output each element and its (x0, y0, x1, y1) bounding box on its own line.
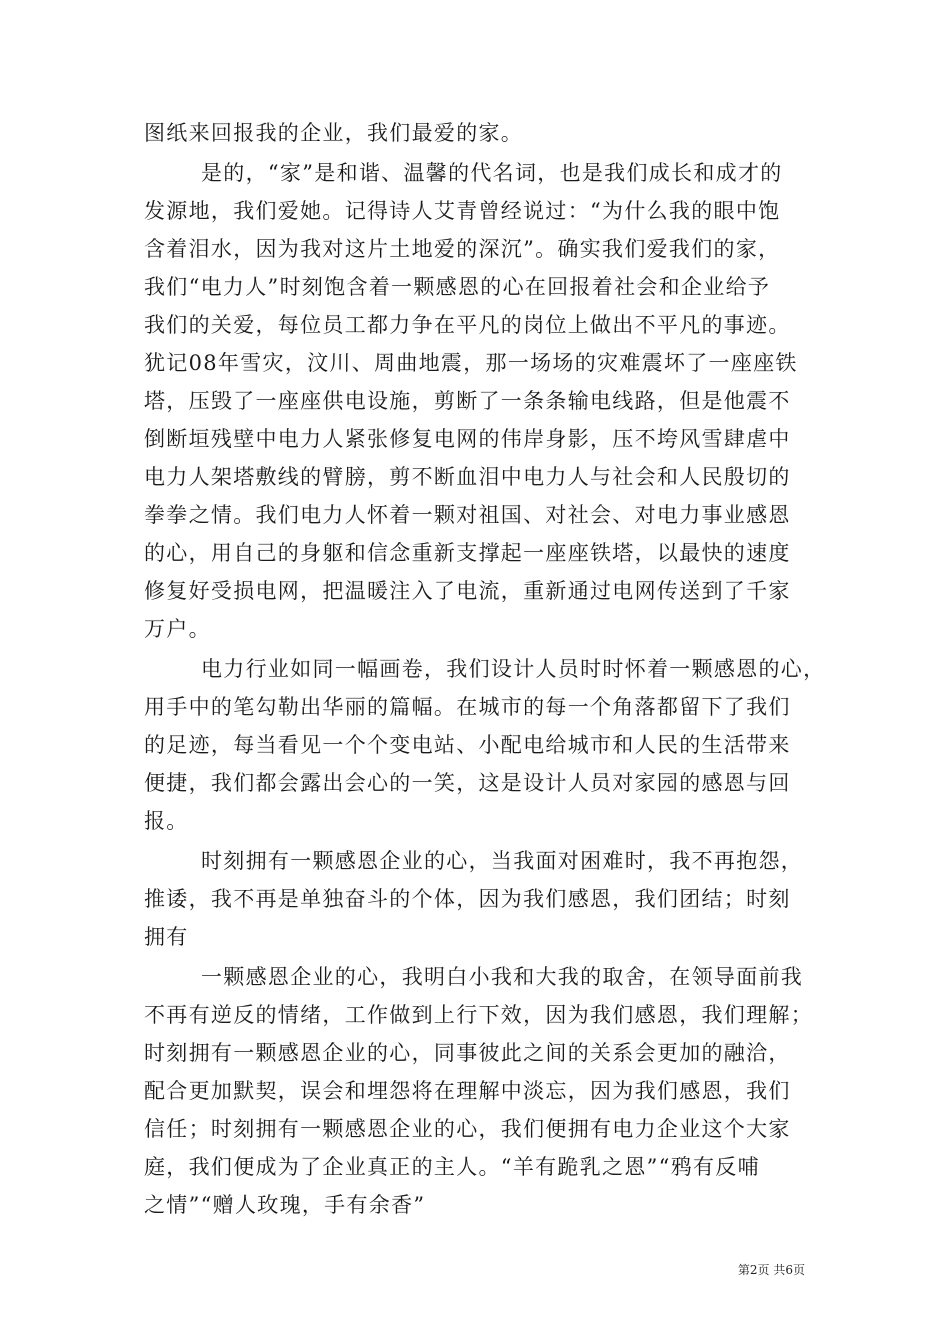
text-line: 配合更加默契，误会和埋怨将在理解中淡忘，因为我们感恩，我们 (144, 1079, 791, 1103)
footer-total-pages: 6 (785, 1263, 793, 1277)
text-line: 便捷，我们都会露出会心的一笑，这是设计人员对家园的感恩与回 (144, 771, 791, 795)
text-line: 用手中的笔勾勒出华丽的篇幅。在城市的每一个角落都留下了我们 (144, 695, 791, 719)
footer-prefix: 第 (737, 1263, 750, 1277)
paragraph-start-line: 电力行业如同一幅画卷，我们设计人员时时怀着一颗感恩的心， (201, 657, 826, 681)
text-line: 信任；时刻拥有一颗感恩企业的心，我们便拥有电力企业这个大家 (144, 1117, 791, 1141)
paragraph-start-line: 是的，“家”是和谐、温馨的代名词，也是我们成长和成才的 (201, 161, 783, 185)
text-line: 时刻拥有一颗感恩企业的心，同事彼此之间的关系会更加的融洽， (144, 1041, 791, 1065)
text-line: 拳拳之情。我们电力人怀着一颗对祖国、对社会、对电力事业感恩 (144, 503, 791, 527)
footer-middle: 页 共 (757, 1263, 786, 1277)
text-line: 塔，压毁了一座座供电设施，剪断了一条条输电线路，但是他震不 (144, 389, 791, 413)
text-line: 含着泪水，因为我对这片土地爱的深沉”。确实我们爱我们的家， (144, 237, 781, 261)
text-line: 不再有逆反的情绪，工作做到上行下效，因为我们感恩，我们理解； (144, 1003, 813, 1027)
text-line: 图纸来回报我的企业，我们最爱的家。 (144, 121, 524, 145)
text-line: 万户。 (144, 617, 211, 641)
text-line: 拥有 (144, 925, 189, 949)
paragraph-start-line: 时刻拥有一颗感恩企业的心，当我面对困难时，我不再抱怨， (201, 849, 804, 873)
text-line: 犹记08年雪灾，汶川、周曲地震，那一场场的灾难震坏了一座座铁 (144, 351, 798, 375)
text-line: 我们的关爱，每位员工都力争在平凡的岗位上做出不平凡的事迹。 (144, 313, 791, 337)
text-line: 倒断垣残壁中电力人紧张修复电网的伟岸身影，压不垮风雪肆虐中 (144, 427, 791, 451)
text-line: 的足迹，每当看见一个个变电站、小配电给城市和人民的生活带来 (144, 733, 791, 757)
text-line: 之情”“赠人玫瑰，手有余香” (144, 1193, 426, 1217)
footer-page-number: 2 (749, 1263, 758, 1277)
text-line: 庭，我们便成为了企业真正的主人。“羊有跪乳之恩”“鸦有反哺 (144, 1155, 760, 1179)
footer-suffix: 页 (792, 1263, 805, 1277)
text-line: 报。 (144, 809, 189, 833)
text-line: 我们“电力人”时刻饱含着一颗感恩的心在回报着社会和企业给予 (144, 275, 771, 299)
paragraph-start-line: 一颗感恩企业的心，我明白小我和大我的取舍，在领导面前我 (201, 965, 804, 989)
text-line: 推诿，我不再是单独奋斗的个体，因为我们感恩，我们团结；时刻 (144, 887, 791, 911)
page-footer (738, 1262, 805, 1278)
text-line: 的心，用自己的身躯和信念重新支撑起一座座铁塔，以最快的速度 (144, 541, 791, 565)
text-line: 电力人架塔敷线的臂膀，剪不断血泪中电力人与社会和人民殷切的 (144, 465, 791, 489)
text-line: 发源地，我们爱她。记得诗人艾青曾经说过：“为什么我的眼中饱 (144, 199, 781, 223)
text-line: 修复好受损电网，把温暖注入了电流，重新通过电网传送到了千家 (144, 579, 791, 603)
